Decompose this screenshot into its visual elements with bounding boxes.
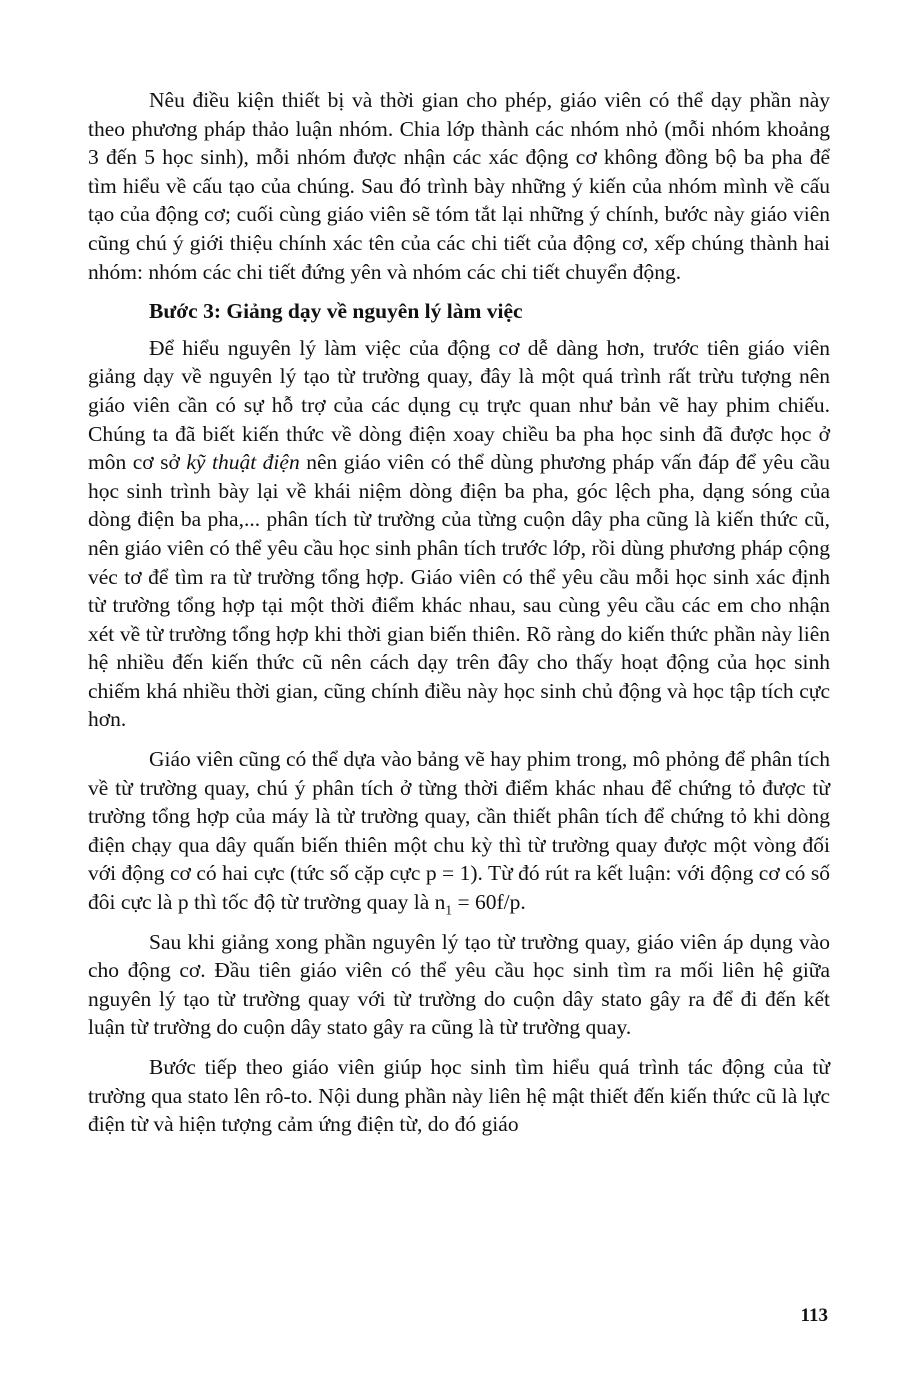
subscript-index: 1	[445, 902, 453, 918]
paragraph-group-discussion: Nêu điều kiện thiết bị và thời gian cho phép, giáo viên có thể dạy phần này theo phương pháp thảo luận nhóm. Chia lớp thành các nhóm nhỏ (mỗi nhóm khoảng 3 đến 5 học sinh), mỗi nhóm được nhận các xác động cơ không đồng bộ ba pha để tìm hiểu về cấu tạo của chúng. Sau đó trình bày những ý kiến của nhóm mình về cấu tạo của động cơ; cuối cùng giáo viên sẽ tóm tắt lại những ý chính, bước này giáo viên cũng chú ý giới thiệu chính xác tên của các chi tiết của động cơ, xếp chúng thành hai nhóm: nhóm các chi tiết đứng yên và nhóm các chi tiết chuyển động.	[88, 88, 830, 284]
paragraph-text: nên giáo viên có thể dùng phương pháp vấn đáp để yêu cầu học sinh trình bày lại về khái niệm dòng điện ba pha, góc lệch pha, dạng sóng của dòng điện ba pha,... phân tích từ trường của từng cuộn dây pha cũng là kiến thức cũ, nên giáo viên có thể yêu cầu học sinh phân tích trước lớp, rồi dùng phương pháp cộng véc tơ để tìm ra từ trường tổng hợp. Giáo viên có thể yêu cầu mỗi học sinh xác định từ trường tổng hợp tại một thời điểm khác nhau, sau cùng yêu cầu các em cho nhận xét về từ trường tổng hợp khi thời gian biến thiên. Rõ ràng do kiến thức phần này liên hệ nhiều đến kiến thức cũ nên cách dạy trên đây cho thấy hoạt động của học sinh chiếm khá nhiều thời gian, cũng chính điều này học sinh chủ động và học tập tích cực hơn.	[88, 450, 830, 732]
paragraph-text: Để hiểu nguyên lý làm việc của động cơ dễ dàng hơn, trước tiên giáo viên giảng dạy về nguyên lý tạo từ trường quay, đây là một quá trình rất trừu tượng nên giáo viên cần có sự hỗ trợ của các dụng cụ trực quan như bản vẽ hay phim chiếu. Chúng ta đã biết kiến thức về dòng điện xoay chiều ba pha học sinh đã được học ở môn cơ sở	[88, 335, 830, 475]
paragraph-text: Giáo viên cũng có thể dựa vào bảng vẽ hay phim trong, mô phỏng để phân tích về từ trường quay, chú ý phân tích ở từng thời điểm khác nhau để chứng tỏ được từ trường tổng hợp của máy là từ trường quay, cần thiết phân tích để chứng tỏ khi dòng điện chạy qua dây quấn biến thiên một chu kỳ thì từ trường quay được một vòng đối với động cơ có hai cực (tức số cặp cực p = 1). Từ đó rút ra kết luận: với động cơ có số đôi cực là p thì tốc độ từ trường quay là n	[88, 747, 830, 915]
section-heading-step-3: Bước 3: Giảng dạy về nguyên lý làm việc	[149, 299, 523, 324]
paragraph-text: = 60f/p.	[452, 890, 526, 915]
italic-term: kỹ thuật điện	[186, 450, 300, 475]
page-body	[88, 86, 830, 1139]
paragraph-rotor-interaction: Bước tiếp theo giáo viên giúp học sinh tìm hiểu quá trình tác động của từ trường qua stato lên rô-to. Nội dung phần này liên hệ mật thiết đến kiến thức cũ là lực điện từ và hiện tượng cảm ứng điện từ, do đó giáo	[88, 1055, 830, 1137]
paragraph-stator-field: Sau khi giảng xong phần nguyên lý tạo từ trường quay, giáo viên áp dụng vào cho động cơ. Đầu tiên giáo viên có thể yêu cầu học sinh tìm ra mối liên hệ giữa nguyên lý tạo từ trường quay với từ trường do cuộn dây stato gây ra để đi đến kết luận từ trường do cuộn dây stato gây ra cũng là từ trường quay.	[88, 929, 830, 1040]
page-number: 113	[800, 1305, 828, 1326]
paragraph-rotating-field-intro	[88, 334, 830, 734]
paragraph-rotating-field-analysis	[88, 745, 830, 917]
